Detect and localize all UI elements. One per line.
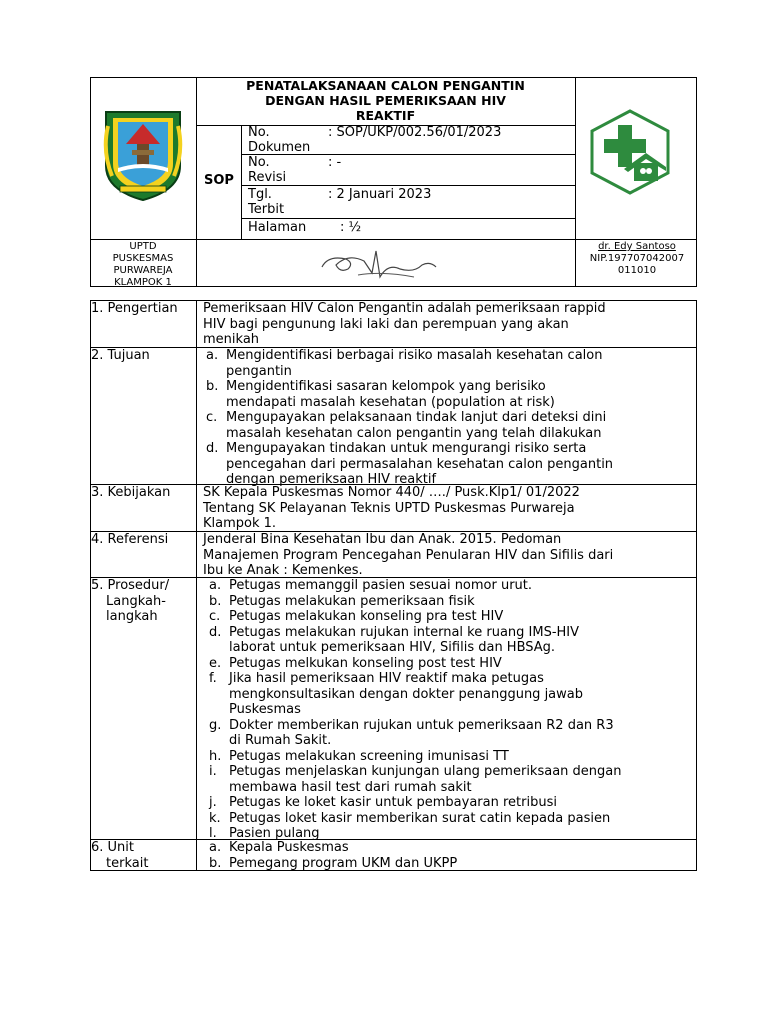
page-value: : ½ xyxy=(340,220,362,235)
revision-value: : - xyxy=(328,155,342,170)
section-label-pengertian: 1. Pengertian xyxy=(91,301,178,316)
section-content-unit xyxy=(203,840,689,871)
list-item: b. Mengidentifikasi sasaran kelompok yang berisiko mendapati masalah kesehatan (population at risk) xyxy=(206,379,555,410)
doc-number-value: : SOP/UKP/002.56/01/2023 xyxy=(328,125,502,140)
section-label-prosedur: 5. Prosedur/ Langkah- langkah xyxy=(91,578,170,624)
section-content-kebijakan: SK Kepala Puskesmas Nomor 440/ …./ Pusk.Klp1/ 01/2022 Tentang SK Pelayanan Teknis UPTD Puskesmas Purwareja Klampok 1. xyxy=(203,485,580,531)
puskesmas-logo-icon xyxy=(588,109,672,195)
organization-name: UPTD PUSKESMAS PURWAREJA KLAMPOK 1 xyxy=(112,241,174,288)
list-item: i. Petugas menjelaskan kunjungan ulang pemeriksaan dengan membawa hasil test dari rumah sakit xyxy=(209,764,622,795)
signer-block: dr. Edy Santoso NIP.197707042007 011010 xyxy=(577,241,697,277)
list-item: b. Pemegang program UKM dan UKPP xyxy=(209,855,458,871)
list-item: j. Petugas ke loket kasir untuk pembayaran retribusi xyxy=(209,795,557,810)
list-item: f. Jika hasil pemeriksaan HIV reaktif maka petugas mengkonsultasikan dengan dokter penanggung jawab Puskesmas xyxy=(209,671,583,717)
list-item: a. Petugas memanggil pasien sesuai nomor urut. xyxy=(209,578,533,593)
list-item: a. Kepala Puskesmas xyxy=(209,840,349,855)
section-content-referensi: Jenderal Bina Kesehatan Ibu dan Anak. 2015. Pedoman Manajemen Program Pencegahan Penularan HIV dan Sifilis dari Ibu ke Anak : Kemenkes. xyxy=(203,532,614,578)
list-item: l. Pasien pulang xyxy=(209,826,320,841)
list-item: k. Petugas loket kasir memberikan surat catin kepada pasien xyxy=(209,810,611,826)
issue-date-label: Tgl. Terbit xyxy=(248,187,285,217)
section-label-kebijakan: 3. Kebijakan xyxy=(91,485,171,500)
header-divider xyxy=(241,185,575,186)
title-line: PENATALAKSANAAN CALON PENGANTIN xyxy=(246,78,525,93)
header-divider xyxy=(575,77,576,287)
signature-image xyxy=(318,243,444,285)
signer-name: dr. Edy Santoso xyxy=(598,241,676,252)
section-label-referensi: 4. Referensi xyxy=(91,532,169,547)
header-divider xyxy=(90,239,697,240)
title-line: DENGAN HASIL PEMERIKSAAN HIV xyxy=(265,93,506,108)
section-label-tujuan: 2. Tujuan xyxy=(91,348,150,363)
sop-label: SOP xyxy=(204,173,234,188)
title-line: REAKTIF xyxy=(355,108,416,123)
section-label-unit: 6. Unit terkait xyxy=(91,840,149,871)
list-item: a. Mengidentifikasi berbagai risiko masalah kesehatan calon pengantin xyxy=(206,348,603,379)
header-divider xyxy=(241,218,575,219)
list-item: e. Petugas melkukan konseling post test HIV xyxy=(209,655,502,671)
list-item: h. Petugas melakukan screening imunisasi TT xyxy=(209,748,509,764)
issue-date-value: : 2 Januari 2023 xyxy=(328,187,432,202)
list-item: c. Petugas melakukan konseling pra test HIV xyxy=(209,609,504,624)
list-item: c. Mengupayakan pelaksanaan tindak lanjut dari deteksi dini masalah kesehatan calon pengantin yang telah dilakukan xyxy=(206,410,607,441)
column-divider xyxy=(196,300,197,871)
section-content-tujuan xyxy=(200,348,690,488)
list-item: d. Petugas melakukan rujukan internal ke ruang IMS-HIV laborat untuk pemeriksaan HIV, Sifilis dan HBSAg. xyxy=(209,624,580,655)
list-item: g. Dokter memberikan rujukan untuk pemeriksaan R2 dan R3 di Rumah Sakit. xyxy=(209,717,614,748)
regency-emblem-icon xyxy=(100,106,186,202)
revision-label: No. Revisi xyxy=(248,155,287,185)
document-title xyxy=(196,78,575,123)
page-label: Halaman xyxy=(248,220,307,235)
header-divider xyxy=(241,125,242,239)
list-item: d. Mengupayakan tindakan untuk mengurangi risiko serta pencegahan dari permasalahan kesehatan calon pengantin dengan pemeriksaan HIV reaktif xyxy=(206,441,614,487)
doc-number-label: No. Dokumen xyxy=(248,125,311,155)
section-content-prosedur xyxy=(203,578,689,842)
list-item: b. Petugas melakukan pemeriksaan fisik xyxy=(209,593,475,609)
section-content-pengertian: Pemeriksaan HIV Calon Pengantin adalah pemeriksaan rappid HIV bagi pengunung laki laki dan perempuan yang akan menikah xyxy=(203,301,606,347)
